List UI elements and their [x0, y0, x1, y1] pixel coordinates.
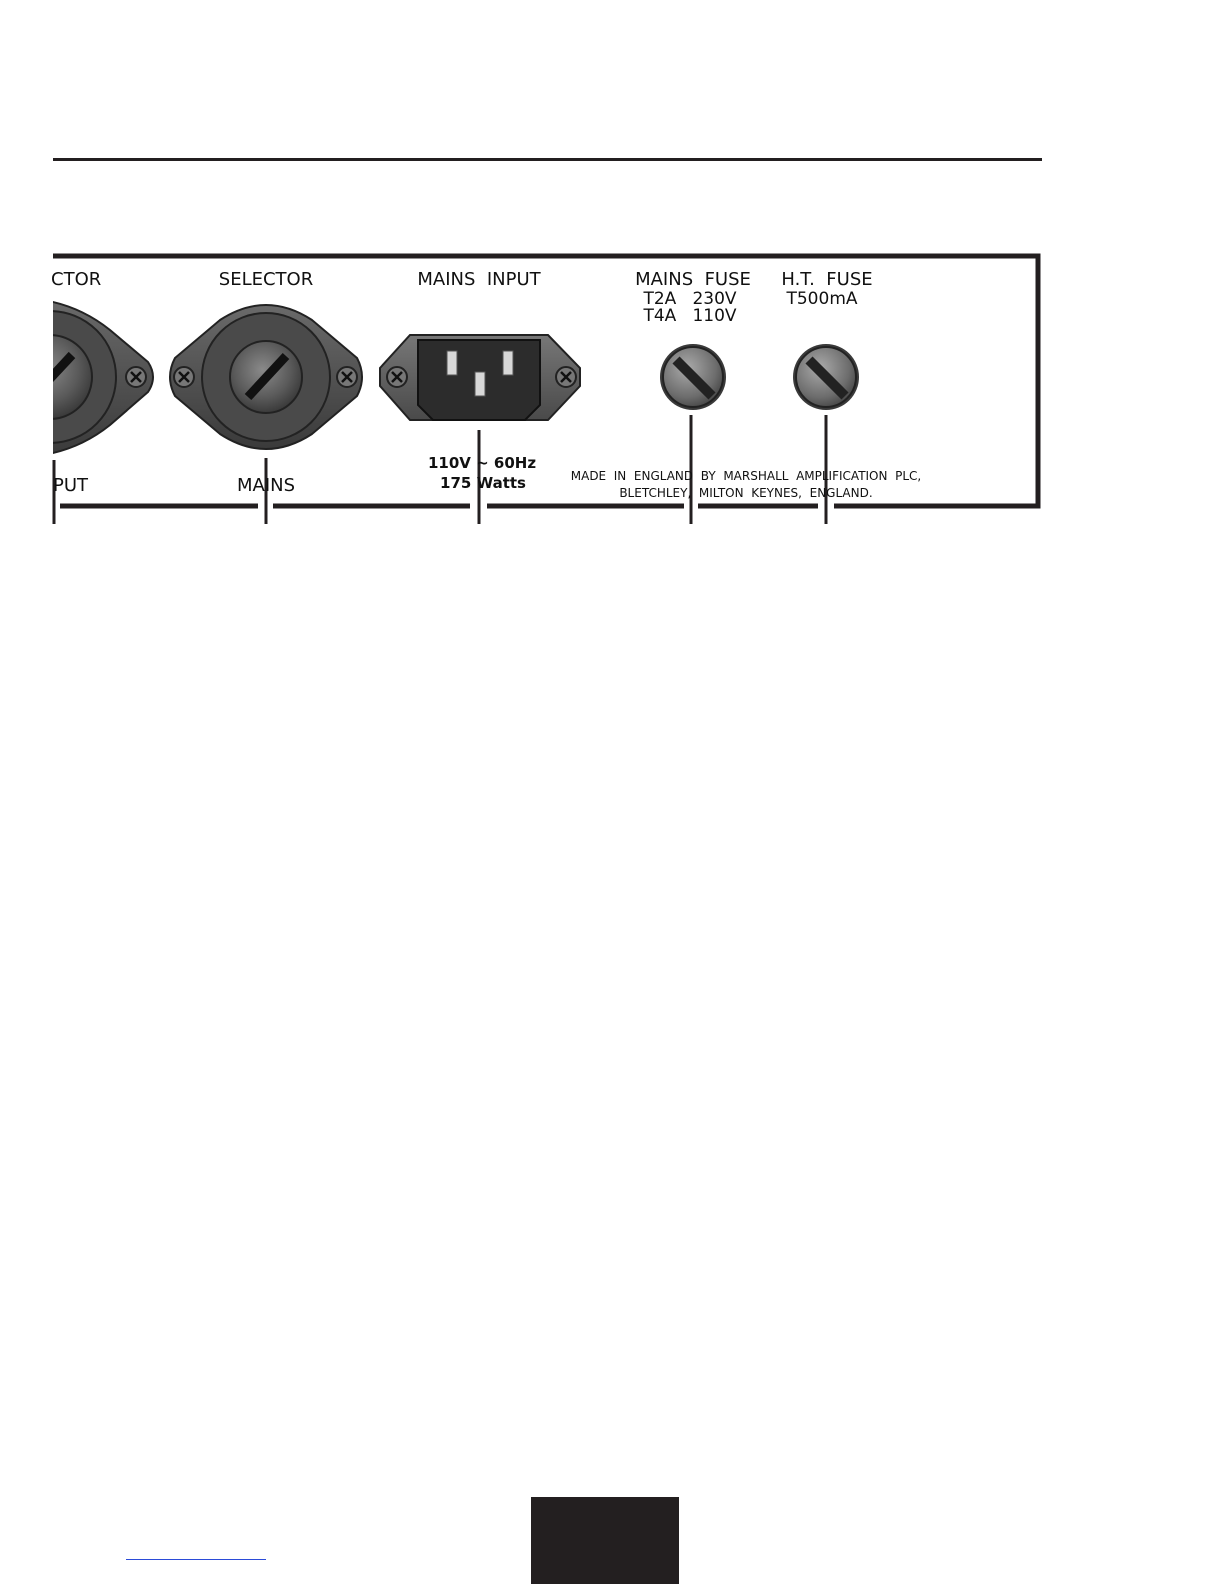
page-tab-block: [531, 1497, 679, 1584]
label-mains-fuse-110: T4A 110V: [643, 306, 737, 326]
label-mains-fuse-230: T2A 230V: [643, 289, 737, 309]
screw-icon: [556, 367, 576, 387]
label-maker-line-1: MADE IN ENGLAND BY MARSHALL AMPLIFICATION PLC,: [570, 469, 922, 483]
mains-voltage-selector[interactable]: [170, 305, 362, 449]
label-power-voltage: 110V ~ 60Hz: [427, 454, 537, 472]
label-power-watts: 175 Watts: [440, 474, 526, 492]
label-mains: MAINS: [236, 475, 296, 496]
header-rule: [53, 158, 1042, 161]
mains-input-socket[interactable]: [380, 335, 580, 420]
screw-icon: [174, 367, 194, 387]
label-ht-fuse: H.T. FUSE: [781, 269, 873, 290]
label-selector-partial: CTOR: [51, 269, 102, 290]
output-selector-partial[interactable]: [0, 298, 153, 457]
label-mains-fuse: MAINS FUSE: [635, 269, 751, 290]
rear-panel-diagram: [0, 0, 1224, 560]
screw-icon: [126, 367, 146, 387]
label-selector: SELECTOR: [218, 269, 314, 290]
screw-icon: [387, 367, 407, 387]
screw-icon: [337, 367, 357, 387]
ht-fuse-holder[interactable]: [793, 344, 859, 410]
label-ht-fuse-rating: T500mA: [786, 289, 858, 309]
label-output-partial: PUT: [53, 475, 89, 496]
link-underline: [126, 1559, 266, 1560]
label-mains-input: MAINS INPUT: [417, 269, 541, 290]
label-maker-line-2: BLETCHLEY, MILTON KEYNES, ENGLAND.: [619, 486, 873, 500]
mains-fuse-holder[interactable]: [660, 344, 726, 410]
